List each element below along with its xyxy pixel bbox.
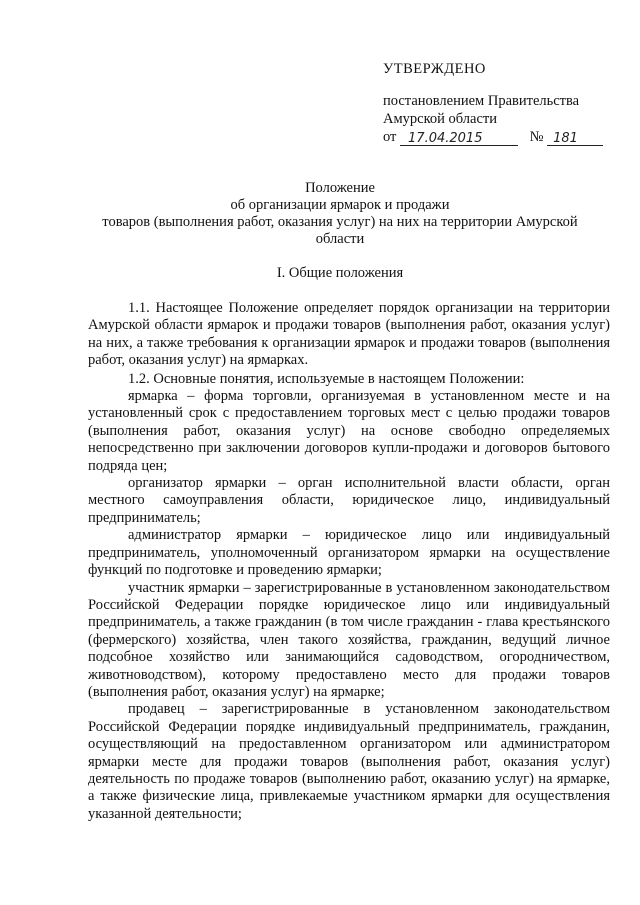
definition-participant: участник ярмарки – зарегистрированные в установленном законодательством Российской Федерации порядке юридическое лицо или индивидуальный предприниматель, а также гражданин (в том числе гражданин - глава крестьянского (фермерского) хозяйства, член такого хозяйства, гражданин, ведущий личное подсобное хозяйство или занимающийся садоводством, огородничеством, животноводством), которому предоставлено место для продажи товаров (выполнения работ, оказания услуг) на ярмарке; [88,579,610,700]
heading-line-3: товаров (выполнения работ, оказания услуг) на них на территории Амурской [102,214,578,230]
heading-line-2: об организации ярмарок и продажи [230,197,450,213]
paragraph-1-2: 1.2. Основные понятия, используемые в настоящем Положении: [128,370,525,387]
date-prefix: от [383,129,397,145]
date-field [400,129,518,146]
paragraph-1-1: 1.1. Настоящее Положение определяет порядок организации на территории Амурской области ярмарок и продажи товаров (выполнения работ, оказания услуг) на них, а также требования к организации ярмарок и продажи товаров (выполнения работ, оказания услуг) на ярмарках. [88,300,610,369]
approval-block [383,60,623,146]
document-body [88,300,610,823]
heading-line-1: Положение [305,180,375,196]
number-field [547,129,603,146]
definition-seller: продавец – зарегистрированные в установленном законодательством Российской Федерации порядке индивидуальный предприниматель, гражданин, осуществляющий на предоставленном организатором или администратором ярмарки месте для продажи товаров (выполнения работ, оказания услуг) деятельность по продаже товаров (выполнению работ, оказанию услуг) на ярмарке, а также физические лица, привлекаемые участником ярмарки для осуществления указанной деятельности; [88,701,610,822]
definition-organizer: организатор ярмарки – орган исполнительной власти области, орган местного самоуправления области, юридическое лицо, индивидуальный предприниматель; [88,475,610,526]
document-heading [75,180,605,248]
date-handwritten: 17.04.2015 [408,131,483,146]
section-title: I. Общие положения [276,265,404,281]
approval-date-number [383,128,623,146]
number-prefix: № [529,129,544,145]
heading-line-4: области [315,231,365,247]
definition-fair: ярмарка – форма торговли, организуемая в установленном месте и на установленный срок с предоставлением торговых мест с целью продажи товаров (выполнения работ, оказания услуг) на основе свободно определяемых непосредственно при заключении договоров купли-продажи и договоров бытового подряда цен; [88,388,610,474]
approval-title: УТВЕРЖДЕНО [383,61,486,77]
definition-administrator: администратор ярмарки – юридическое лицо или индивидуальный предприниматель, уполномоченный организатором ярмарки на осуществление функций по подготовке и проведению ярмарки; [88,527,610,579]
number-handwritten: 181 [553,131,578,146]
approval-line-1: постановлением Правительства [383,93,580,109]
approval-line-2: Амурской области [383,111,497,127]
